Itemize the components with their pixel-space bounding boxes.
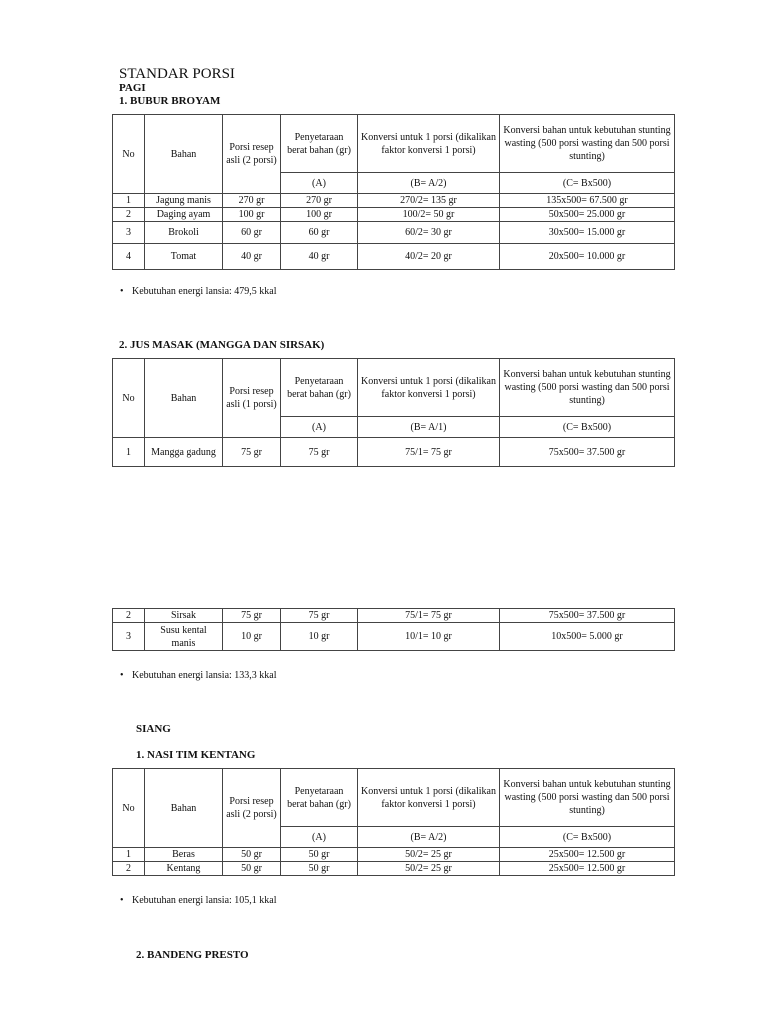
cell-b: 75/1= 75 gr: [358, 438, 500, 467]
cell-porsi: 270 gr: [223, 194, 281, 208]
header-porsi: Porsi resep asli (1 porsi): [223, 359, 281, 438]
cell-a: 10 gr: [281, 623, 358, 651]
cell-no: 3: [113, 623, 145, 651]
section-heading-jus: 2. JUS MASAK (MANGGA DAN SIRSAK): [119, 339, 325, 351]
energy-note-nasi: [120, 895, 277, 906]
header-c: (C= Bx500): [500, 417, 675, 438]
cell-c: 75x500= 37.500 gr: [500, 609, 675, 623]
header-konversi-1: Konversi untuk 1 porsi (dikalikan faktor konversi 1 porsi): [358, 359, 500, 417]
cell-no: 2: [113, 609, 145, 623]
cell-b: 40/2= 20 gr: [358, 244, 500, 270]
cell-porsi: 50 gr: [223, 848, 281, 862]
cell-porsi: 10 gr: [223, 623, 281, 651]
cell-bahan: Beras: [145, 848, 223, 862]
table-row: [113, 208, 675, 222]
cell-porsi: 100 gr: [223, 208, 281, 222]
cell-a: 50 gr: [281, 862, 358, 876]
bullet-icon: •: [120, 895, 124, 906]
cell-porsi: 60 gr: [223, 222, 281, 244]
header-c: (C= Bx500): [500, 173, 675, 194]
cell-porsi: 75 gr: [223, 609, 281, 623]
header-c: (C= Bx500): [500, 827, 675, 848]
cell-porsi: 50 gr: [223, 862, 281, 876]
note-text: Kebutuhan energi lansia: 479,5 kkal: [132, 286, 277, 297]
header-penyetaraan: Penyetaraan berat bahan (gr): [281, 359, 358, 417]
pagi-label: PAGI: [119, 82, 146, 94]
cell-no: 2: [113, 208, 145, 222]
table-row: [113, 244, 675, 270]
cell-porsi: 75 gr: [223, 438, 281, 467]
bullet-icon: •: [120, 670, 124, 681]
header-penyetaraan: Penyetaraan berat bahan (gr): [281, 769, 358, 827]
cell-bahan: Tomat: [145, 244, 223, 270]
cell-no: 1: [113, 194, 145, 208]
cell-a: 40 gr: [281, 244, 358, 270]
cell-c: 10x500= 5.000 gr: [500, 623, 675, 651]
table-row: [113, 438, 675, 467]
cell-c: 25x500= 12.500 gr: [500, 848, 675, 862]
table-row: [113, 623, 675, 651]
cell-no: 4: [113, 244, 145, 270]
cell-bahan: Sirsak: [145, 609, 223, 623]
cell-a: 75 gr: [281, 609, 358, 623]
header-konversi-bahan: Konversi bahan untuk kebutuhan stunting wasting (500 porsi wasting dan 500 porsi stunting): [500, 359, 675, 417]
cell-c: 50x500= 25.000 gr: [500, 208, 675, 222]
header-porsi: Porsi resep asli (2 porsi): [223, 115, 281, 194]
cell-b: 50/2= 25 gr: [358, 862, 500, 876]
header-a: (A): [281, 173, 358, 194]
header-bahan: Bahan: [145, 769, 223, 848]
cell-c: 20x500= 10.000 gr: [500, 244, 675, 270]
siang-label: SIANG: [136, 723, 171, 735]
header-konversi-1: Konversi untuk 1 porsi (dikalikan faktor konversi 1 porsi): [358, 769, 500, 827]
header-konversi-1: Konversi untuk 1 porsi (dikalikan faktor konversi 1 porsi): [358, 115, 500, 173]
cell-bahan: Jagung manis: [145, 194, 223, 208]
header-bahan: Bahan: [145, 359, 223, 438]
cell-b: 10/1= 10 gr: [358, 623, 500, 651]
cell-c: 30x500= 15.000 gr: [500, 222, 675, 244]
header-b: (B= A/1): [358, 417, 500, 438]
energy-note-jus: [120, 670, 277, 681]
cell-bahan: Susu kental manis: [145, 623, 223, 651]
cell-a: 100 gr: [281, 208, 358, 222]
cell-b: 100/2= 50 gr: [358, 208, 500, 222]
cell-porsi: 40 gr: [223, 244, 281, 270]
note-text: Kebutuhan energi lansia: 133,3 kkal: [132, 670, 277, 681]
header-b: (B= A/2): [358, 827, 500, 848]
section-heading-bandeng: 2. BANDENG PRESTO: [136, 949, 249, 961]
table-row: [113, 609, 675, 623]
cell-bahan: Kentang: [145, 862, 223, 876]
table-jus-masak: [112, 358, 675, 467]
table-row: [113, 222, 675, 244]
table-row: [113, 194, 675, 208]
header-no: No: [113, 769, 145, 848]
energy-note-bubur: [120, 286, 277, 297]
table-jus-masak-continued: [112, 608, 675, 651]
cell-no: 1: [113, 438, 145, 467]
header-b: (B= A/2): [358, 173, 500, 194]
table-bubur-broyam: [112, 114, 675, 270]
bullet-icon: •: [120, 286, 124, 297]
doc-title: STANDAR PORSI: [119, 66, 235, 82]
cell-no: 2: [113, 862, 145, 876]
section-heading-nasi: 1. NASI TIM KENTANG: [136, 749, 256, 761]
table-row: [113, 848, 675, 862]
table-row: [113, 862, 675, 876]
header-konversi-bahan: Konversi bahan untuk kebutuhan stunting wasting (500 porsi wasting dan 500 porsi stunting): [500, 769, 675, 827]
header-porsi: Porsi resep asli (2 porsi): [223, 769, 281, 848]
cell-no: 3: [113, 222, 145, 244]
section-heading-bubur: 1. BUBUR BROYAM: [119, 95, 221, 107]
header-a: (A): [281, 827, 358, 848]
header-penyetaraan: Penyetaraan berat bahan (gr): [281, 115, 358, 173]
cell-c: 75x500= 37.500 gr: [500, 438, 675, 467]
cell-a: 270 gr: [281, 194, 358, 208]
cell-b: 60/2= 30 gr: [358, 222, 500, 244]
cell-b: 50/2= 25 gr: [358, 848, 500, 862]
cell-c: 25x500= 12.500 gr: [500, 862, 675, 876]
cell-bahan: Brokoli: [145, 222, 223, 244]
cell-b: 75/1= 75 gr: [358, 609, 500, 623]
header-bahan: Bahan: [145, 115, 223, 194]
header-no: No: [113, 359, 145, 438]
cell-no: 1: [113, 848, 145, 862]
note-text: Kebutuhan energi lansia: 105,1 kkal: [132, 895, 277, 906]
cell-a: 75 gr: [281, 438, 358, 467]
cell-a: 60 gr: [281, 222, 358, 244]
header-a: (A): [281, 417, 358, 438]
cell-c: 135x500= 67.500 gr: [500, 194, 675, 208]
cell-bahan: Mangga gadung: [145, 438, 223, 467]
cell-bahan: Daging ayam: [145, 208, 223, 222]
cell-a: 50 gr: [281, 848, 358, 862]
header-no: No: [113, 115, 145, 194]
cell-b: 270/2= 135 gr: [358, 194, 500, 208]
table-nasi-tim-kentang: [112, 768, 675, 876]
header-konversi-bahan: Konversi bahan untuk kebutuhan stunting wasting (500 porsi wasting dan 500 porsi stunting): [500, 115, 675, 173]
